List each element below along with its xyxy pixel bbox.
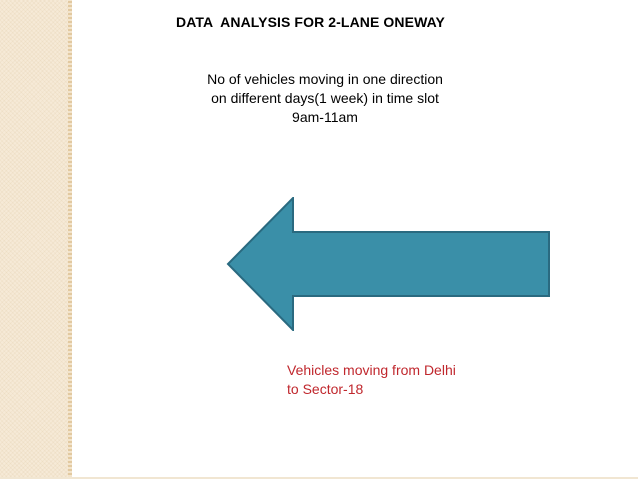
caption-line: Vehicles moving from Delhi	[287, 362, 456, 378]
slide-subtitle	[160, 70, 490, 127]
direction-caption	[287, 361, 456, 399]
caption-line: to Sector-18	[287, 381, 364, 397]
decorative-side-band	[0, 0, 68, 479]
subtitle-line: 9am-11am	[292, 109, 358, 125]
subtitle-line: on different days(1 week) in time slot	[211, 90, 439, 106]
subtitle-line: No of vehicles moving in one direction	[207, 71, 443, 87]
left-arrow-icon	[226, 197, 552, 331]
left-arrow-shape	[228, 198, 549, 330]
decorative-side-rule	[68, 0, 72, 479]
slide-title: DATA ANALYSIS FOR 2-LANE ONEWAY	[176, 14, 445, 30]
